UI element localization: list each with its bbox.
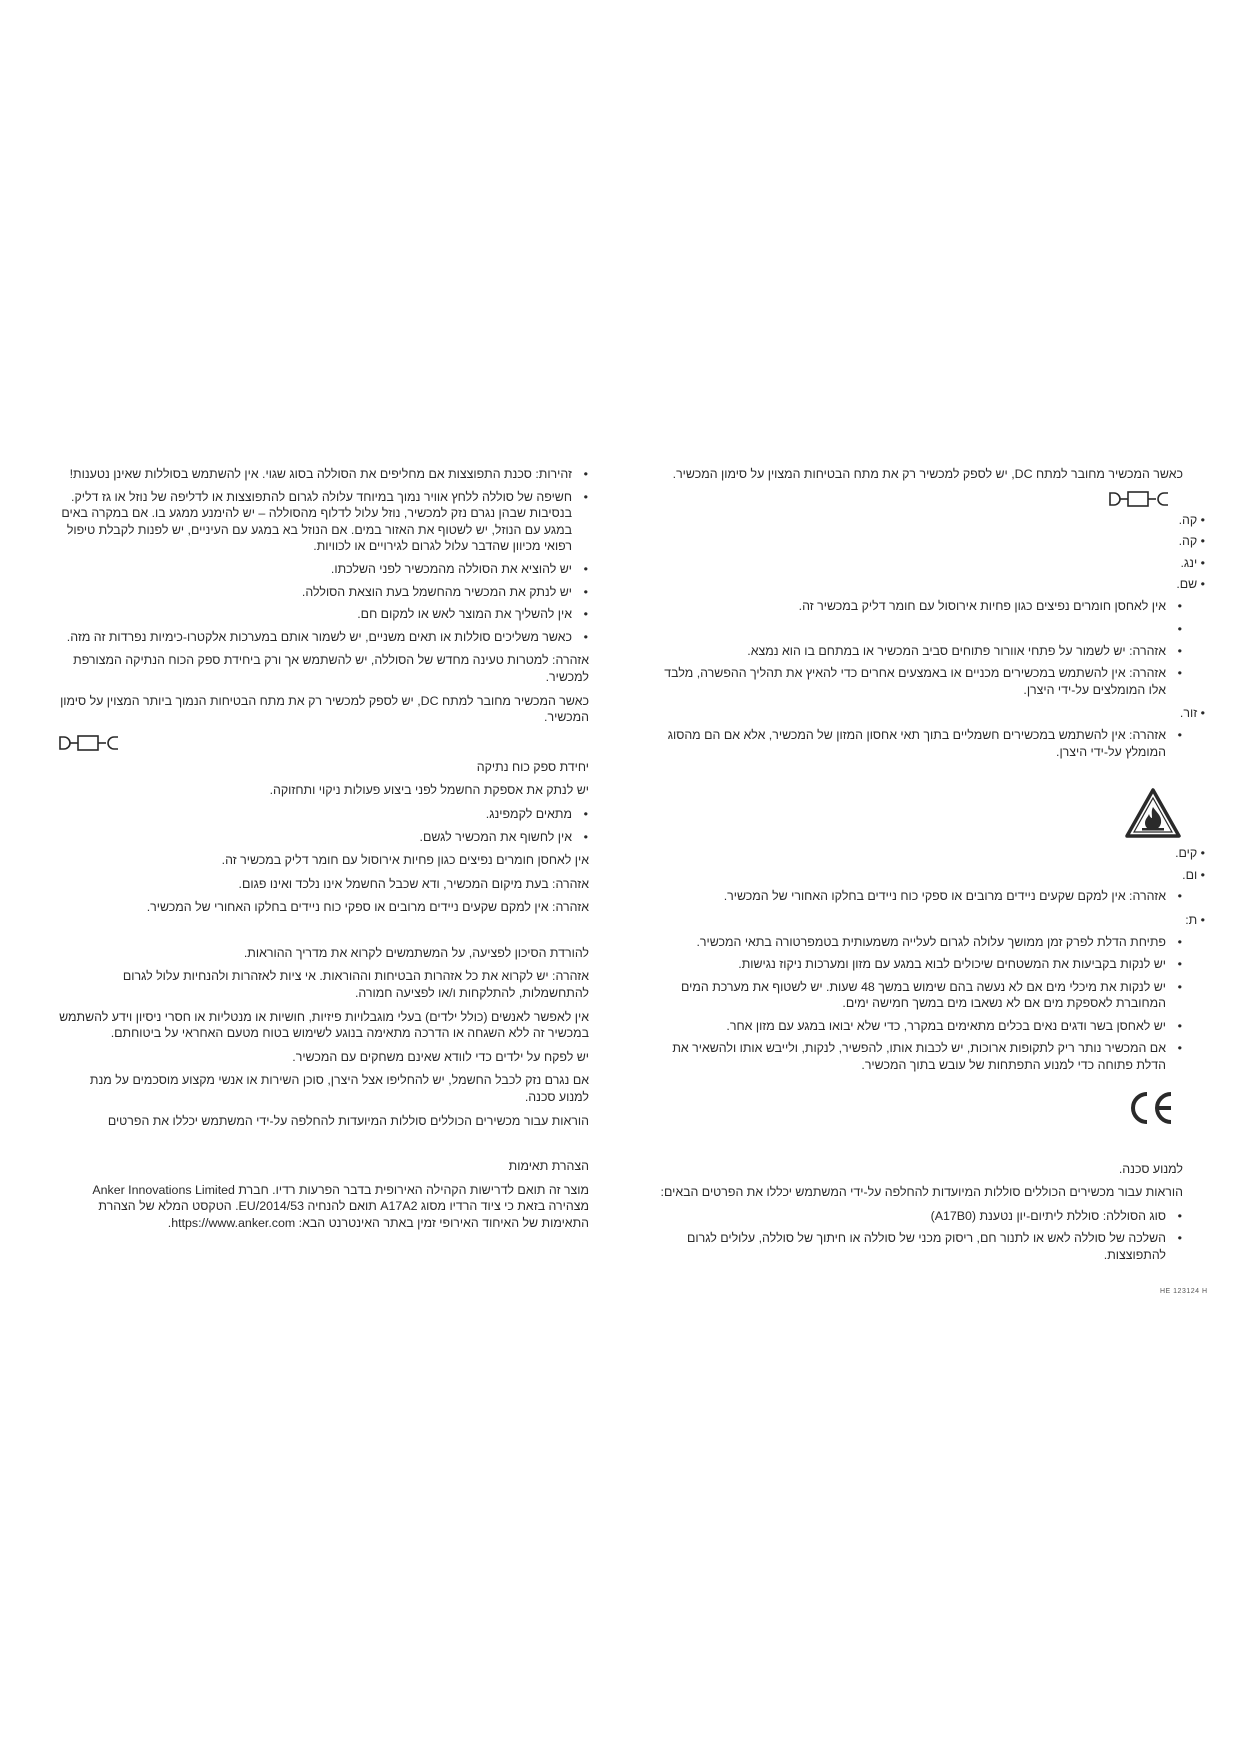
cut-fragment: • קה. [1178,512,1205,527]
food-safety-list [655,934,1183,1074]
list-item: • אזהרה: יש לשמור על פתחי אוורור פתוחים סביב המכשיר או במתחם בו הוא נמצא. [655,643,1166,660]
usage-list [58,806,589,845]
detachable-power-supply-icon [1108,489,1172,509]
explosive-storage-note: אין לאחסן חומרים נפיצים כגון פחיות אירוסול עם חומר דליק במכשיר זה. [221,853,589,868]
list-item: • חשיפה של סוללה ללחץ אוויר נמוך במיוחד עלולה לגרום להתפוצצות או לדליפה של נוזל או גז דליק. בנסיבות שבהן נגרם נזק למכשיר, נוזל עלול לדלוף מהסוללה – יש להימנע ממגע בו. אם במקרה באים במגע עם הנוזל, יש לשטוף את האזור במים. אם הנוזל בא במגע עם העיניים, יש לפנות לקבלת טיפול רפואי מכיוון שהדבר עלול לגרום לגירויים או לכוויות. [58,489,572,555]
left-column [58,466,589,1239]
appliance-list [655,727,1183,760]
charging-warning: אזהרה: למטרות טעינה מחדש של הסוללה, יש להשתמש אך ורק ביחידת ספק הכוח הנתיקה המצורפת למכשיר. [73,653,589,684]
socket-list [655,888,1183,905]
battery-warning-list [58,466,589,645]
list-item: • פתיחת הדלת לפרק זמן ממושך עלולה לגרום לעלייה משמעותית בטמפרטורה בתאי המכשיר. [655,934,1166,951]
safety-warning: אזהרה: יש לקרוא את כל אזהרות הבטיחות וההוראות. אי ציות לאזהרות ולהנחיות עלול לגרום להתחשמלות, להתלקחות ו/או לפציעה חמורה. [122,969,589,1001]
cable-damage-note: אם נגרם נזק לכבל החשמל, יש להחליפו אצל היצרן, סוכן השירות או אנשי מקצוע מוסכמים על מנת למנוע סכנה. [89,1073,589,1105]
list-item: • כאשר משליכים סוללות או תאים משניים, יש לשמור אותם במערכות אלקטרו-כימיות נפרדות זה מזה. [58,629,572,646]
flammable-warning-icon [1124,787,1182,839]
detachable-power-supply-icon [58,733,122,753]
danger-note: למנוע סכנה. [1118,1161,1183,1176]
list-item: • מתאים לקמפינג. [58,806,572,823]
list-item: • אין לחשוף את המכשיר לגשם. [58,829,572,846]
cut-fragment: • שם. [1176,577,1205,592]
right-column [655,466,1205,1271]
storage-list [655,598,1183,698]
list-item: • אין לאחסן חומרים נפיצים כגון פחיות אירוסול עם חומר דליק במכשיר זה. [655,598,1166,615]
list-item: • יש לנתק את המכשיר מהחשמל בעת הוצאת הסוללה. [58,584,572,601]
manual-note: להורדת הסיכון לפציעה, על המשתמשים לקרוא את מדריך ההוראות. [243,945,589,960]
cable-warning: אזהרה: בעת מיקום המכשיר, ודא שכבל החשמל אינו נלכד ואינו פגום. [238,876,589,891]
list-item: • סוג הסוללה: סוללת ליתיום-יון נטענת (A17B0) [655,1208,1166,1225]
list-item [655,621,1166,637]
cut-fragment: • קים. [1175,846,1205,861]
battery-instructions-note: הוראות עבור מכשירים הכוללים סוללות המיועדות להחלפה על-ידי המשתמש יכללו את הפרטים [107,1113,589,1128]
socket-warning: אזהרה: אין למקם שקעים ניידים מרובים או ספקי כוח ניידים בחלקו האחורי של המכשיר. [146,900,589,915]
ce-mark-icon [1127,1090,1175,1126]
declaration-text: מוצר זה תואם לדרישות הקהילה האירופית בדבר הפרעות רדיו. חברת Anker Innovations Limited מצהירה בזאת כי ציוד הרדיו מסוג A17A2 תואם להנחיה 2014/53/EU. הטקסט המלא של הצהרת התאימות של האיחוד האירופי זמין באתר האינטרנט הבא: https://www.anker.com. [92,1182,589,1230]
power-supply-label: יחידת ספק כוח נתיקה [476,759,589,774]
list-item: • יש להוציא את הסוללה מהמכשיר לפני השלכתו. [58,561,572,578]
list-item: • אין להשליך את המוצר לאש או למקום חם. [58,606,572,623]
list-item: • השלכה של סוללה לאש או לתנור חם, ריסוק מכני של סוללה או חיתוך של סוללה, עלולים לגרום להתפוצצות. [655,1230,1166,1263]
disconnect-note: יש לנתק את אספקת החשמל לפני ביצוע פעולות ניקוי ותחזוקה. [269,783,589,798]
cut-fragment: • ת: [1185,912,1205,927]
list-item: • אם המכשיר נותר ריק לתקופות ארוכות, יש לכבות אותו, להפשיר, לנקות, ולייבש אותו ולהשאיר את הדלת פתוחה כדי למנוע התפתחות של עובש בתוך המכשיר. [655,1040,1166,1073]
list-item: • אזהרה: אין להשתמש במכשירים חשמליים בתוך תאי אחסון המזון של המכשיר, אלא אם הם מהסוג המומלץ על-ידי היצרן. [655,727,1166,760]
cut-fragment: • ום. [1182,867,1205,882]
list-item: • יש לנקות בקביעות את המשטחים שיכולים לבוא במגע עם מזון ומערכות ניקוז נגישות. [655,956,1166,973]
list-item: • אזהרה: אין למקם שקעים ניידים מרובים או ספקי כוח ניידים בחלקו האחורי של המכשיר. [655,888,1166,905]
document-code: HE 123124 H [1160,1288,1208,1295]
list-item: • אזהרה: אין להשתמש במכשירים מכניים או באמצעים אחרים כדי להאיץ את תהליך ההפשרה, מלבד אלו המומלצים על-ידי היצרן. [655,665,1166,698]
cut-fragment: • זור. [1179,706,1205,721]
declaration-heading: הצהרת תאימות [508,1159,589,1174]
cut-fragment: • קה. [1178,534,1205,549]
children-note: יש לפקח על ילדים כדי לוודא שאינם משחקים עם המכשיר. [292,1049,589,1064]
dc-voltage-note: כאשר המכשיר מחובר למתח DC, יש לספק למכשיר רק את מתח הבטיחות המצוין על סימון המכשיר. [672,467,1183,481]
battery-instructions-note: הוראות עבור מכשירים הכוללים סוללות המיועדות להחלפה על-ידי המשתמש יכללו את הפרטים הבאים: [660,1185,1183,1200]
list-item: • יש לנקות את מיכלי מים אם לא נעשה בהם שימוש במשך 48 שעות. יש לשטוף את מערכת המים המחוברת לאספקת מים אם לא נשאבו מים במשך חמישה ימים. [655,979,1166,1012]
list-item: • יש לאחסן בשר ודגים נאים בכלים מתאימים במקרר, כדי שלא יבואו במגע עם מזון אחר. [655,1018,1166,1035]
cut-fragment: • ינג. [1180,555,1205,570]
battery-list [655,1208,1183,1264]
dc-voltage-note: כאשר המכשיר מחובר למתח DC, יש לספק למכשיר רק את מתח הבטיחות הנמוך ביותר המצוין על סימון המכשיר. [60,693,589,725]
supervision-note: אין לאפשר לאנשים (כולל ילדים) בעלי מוגבלויות פיזיות, חושיות או מנטליות או חסרי ניסיון וידע להשתמש במכשיר זה ללא השגחה או הדרכה מתאימה בנוגע לשימוש בטוח מטעם האחראי על ביטוחתם. [59,1009,589,1041]
list-item: • זהירות: סכנת התפוצצות אם מחליפים את הסוללה בסוג שגוי. אין להשתמש בסוללות שאינן נטענות! [58,466,572,483]
